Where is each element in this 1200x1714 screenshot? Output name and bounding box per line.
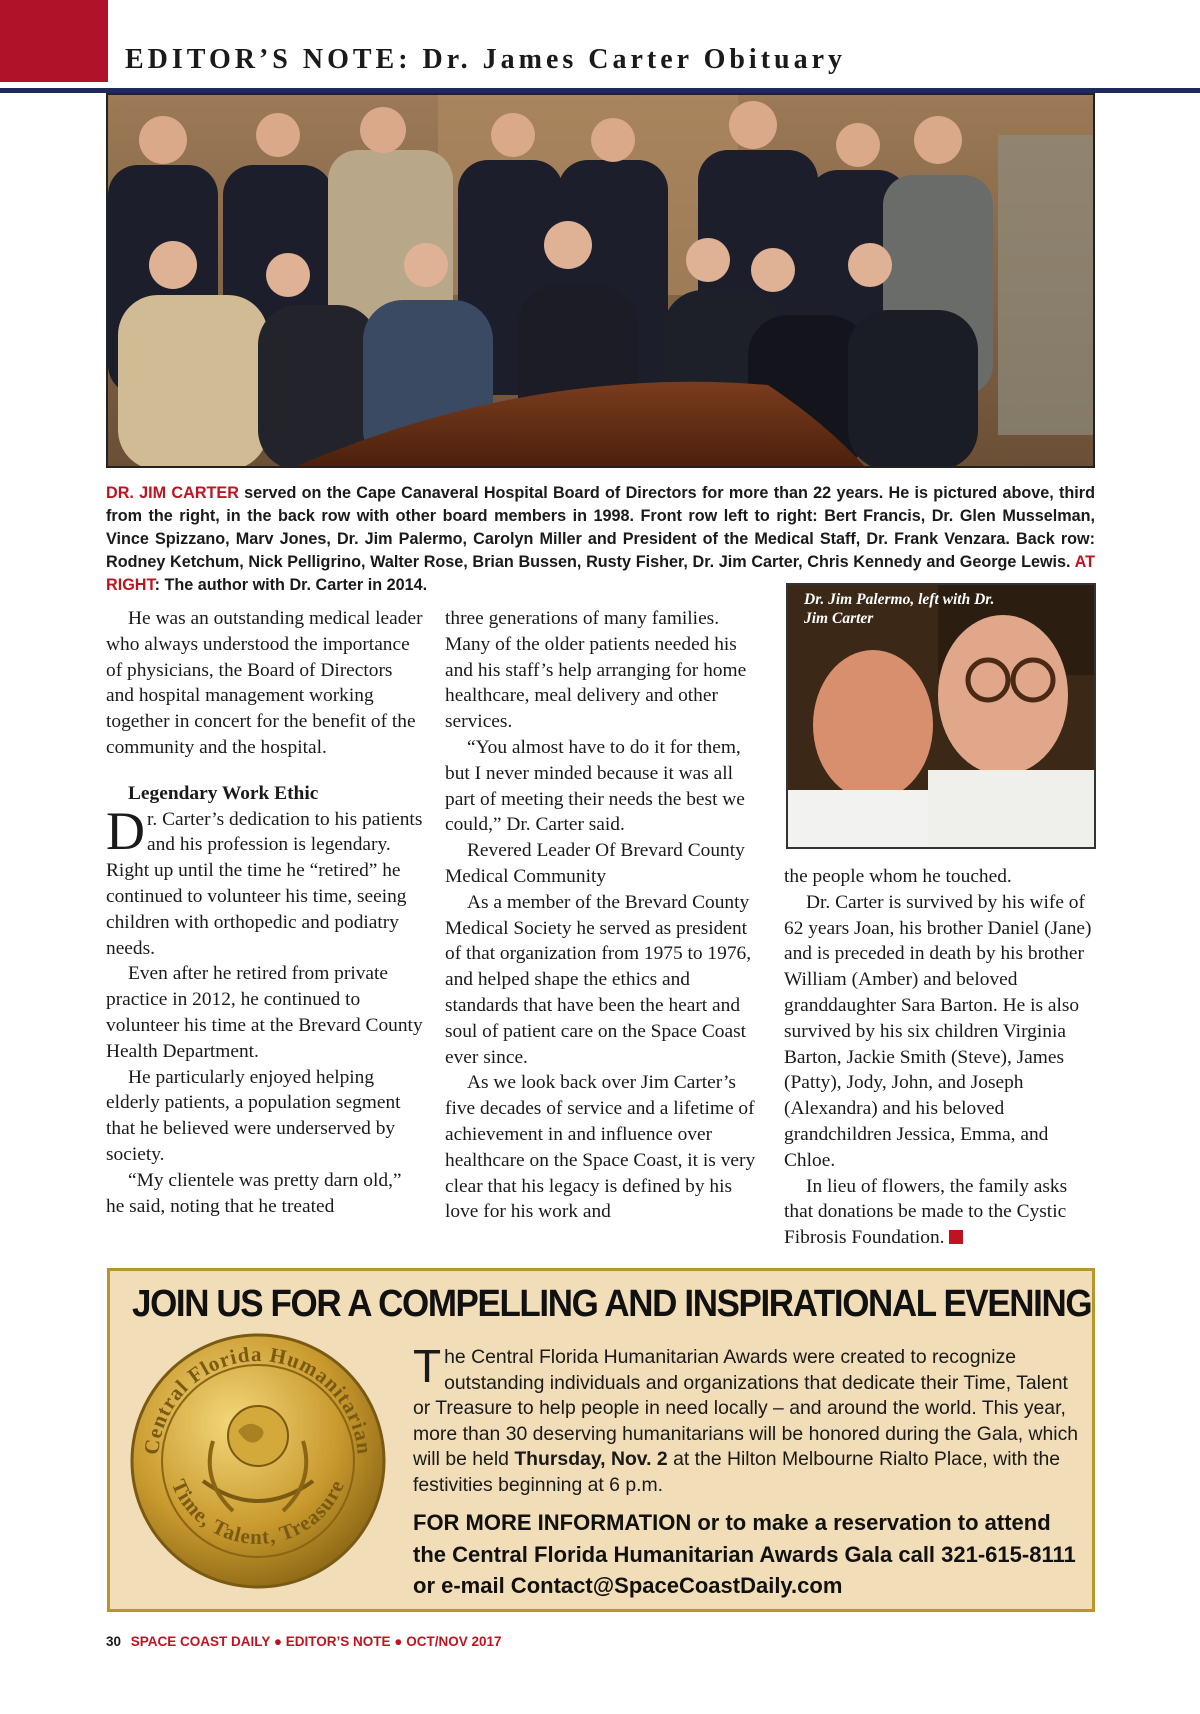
- caption-at-right: AT RIGHT: [106, 553, 1095, 594]
- ad-headline: JOIN US FOR A COMPELLING AND INSPIRATIONAL EVENING: [132, 1283, 1092, 1325]
- article-column-1: [106, 606, 424, 1219]
- paragraph: three generations of many families. Many of the older patients needed his and his staff’s help arranging for home healthcare, meal delivery and other services.: [445, 608, 747, 733]
- photo-caption: [106, 482, 1095, 597]
- end-mark-icon: [949, 1230, 963, 1244]
- paragraph: Revered Leader Of Brevard County Medical Community: [445, 840, 745, 887]
- footer-bullet-icon: ●: [394, 1634, 403, 1649]
- paragraph: As a member of the Brevard County Medical Society he served as president of that organization from 1975 to 1976, and helped shape the ethics and standards that have been the heart and soul of patient care on the Space Coast ever since.: [445, 891, 752, 1068]
- footer-bullet-icon: ●: [273, 1634, 282, 1649]
- paragraph: As we look back over Jim Carter’s five decades of service and a lifetime of achievement in and influence over healthcare on the Space Coast, it is very clear that his legacy is defined by his love for his work and: [445, 1072, 756, 1223]
- header-accent-block: [0, 0, 108, 82]
- page-footer: [106, 1634, 502, 1649]
- gala-advertisement: [107, 1268, 1095, 1612]
- paragraph: Dr. Carter’s dedication to his patients and his profession is legendary. Right up until the time he “retired” he continued to volunteer his time, seeing children with orthopedic and podiatry needs.: [106, 800, 423, 959]
- page-number: 30: [106, 1634, 122, 1649]
- caption-tail: : The author with Dr. Carter in 2014.: [154, 576, 428, 594]
- paragraph: Dr. Carter is survived by his wife of 62 years Joan, his brother Daniel (Jane) and is preceded in death by his brother William (Amber) and beloved granddaughter Sara Barton. He is also survived by his six children Virginia Barton, Jackie Smith (Steve), James (Patty), Jody, John, and Joseph (Alexandra) and his beloved grandchildren Jessica, Emma, and Chloe.: [784, 891, 1092, 1171]
- ad-drop-cap: T: [413, 1340, 442, 1392]
- svg-text:Time, Talent, Treasure: Time, Talent, Treasure: [166, 1475, 350, 1550]
- board-group-photo: [106, 93, 1095, 468]
- paragraph: “My clientele was pretty darn old,” he said, noting that he treated: [106, 1169, 402, 1217]
- article-column-3: [784, 864, 1096, 1251]
- paragraph: In lieu of flowers, the family asks that donations be made to the Cystic Fibrosis Foundation.: [784, 1175, 1068, 1249]
- paragraph: He was an outstanding medical leader who always understood the importance of physicians, the Board of Directors and hospital management working together in concert for the benefit of the community and the hospital.: [106, 608, 423, 758]
- section-name: EDITOR’S NOTE: [285, 1634, 391, 1649]
- gala-date: Thursday, Nov. 2: [514, 1448, 668, 1471]
- svg-text:Central Florida Humanitarian: Central Florida Humanitarian: [139, 1341, 377, 1457]
- ad-call-to-action: FOR MORE INFORMATION or to make a reservation to attend the Central Florida Humanitarian Awards Gala call 321-615-8111 or e-mail Contact@SpaceCoastDaily.com: [413, 1510, 1076, 1598]
- caption-text: served on the Cape Canaveral Hospital Board of Directors for more than 22 years. He is pictured above, third from the right, in the back row with other board members in 1998. Front row left to right: Bert Francis, Dr. Glen Musselman, Vince Spizzano, Marv Jones, Dr. Jim Palermo, Carolyn Miller and President of the Medical Staff, Dr. Frank Venzara. Back row: Rodney Ketchum, Nick Pelligrino, Walter Rose, Brian Bussen, Rusty Fisher, Dr. Jim Carter, Chris Kennedy and George Lewis.: [106, 484, 1095, 571]
- paragraph: Even after he retired from private practice in 2012, he continued to volunteer his time at the Brevard County Health Department.: [106, 963, 423, 1062]
- section-subhead: Legendary Work Ethic: [128, 782, 319, 804]
- group-photo-icon: [108, 95, 1095, 468]
- article-column-2: [445, 606, 763, 1225]
- issue-date: OCT/NOV 2017: [406, 1634, 502, 1649]
- caption-lead: DR. JIM CARTER: [106, 484, 239, 502]
- page-title: EDITOR’S NOTE: Dr. James Carter Obituary: [125, 44, 847, 75]
- ad-body-text: The Central Florida Humanitarian Awards were created to recognize outstanding individuals and organizations that dedicate their Time, Talent or Treasure to help people in need locally – and around the world. This year, more than 30 deserving humanitarians will be honored during the Gala, which will be held Thursday, Nov. 2 at the Hilton Melbourne Rialto Place, with the festivities beginning at 6 p.m.: [413, 1340, 1079, 1496]
- paragraph: He particularly enjoyed helping elderly patients, a population segment that he believed were underserved by society.: [106, 1066, 401, 1165]
- portrait-caption: Dr. Jim Palermo, left with Dr. Jim Carter: [804, 591, 995, 627]
- drop-cap: D: [106, 800, 145, 861]
- publication-name: SPACE COAST DAILY: [130, 1634, 271, 1649]
- humanitarian-medal-icon: [128, 1331, 388, 1591]
- paragraph: the people whom he touched.: [784, 866, 1012, 887]
- paragraph: “You almost have to do it for them, but I never minded because it was all part of meeting their needs the best we could,” Dr. Carter said.: [445, 736, 745, 836]
